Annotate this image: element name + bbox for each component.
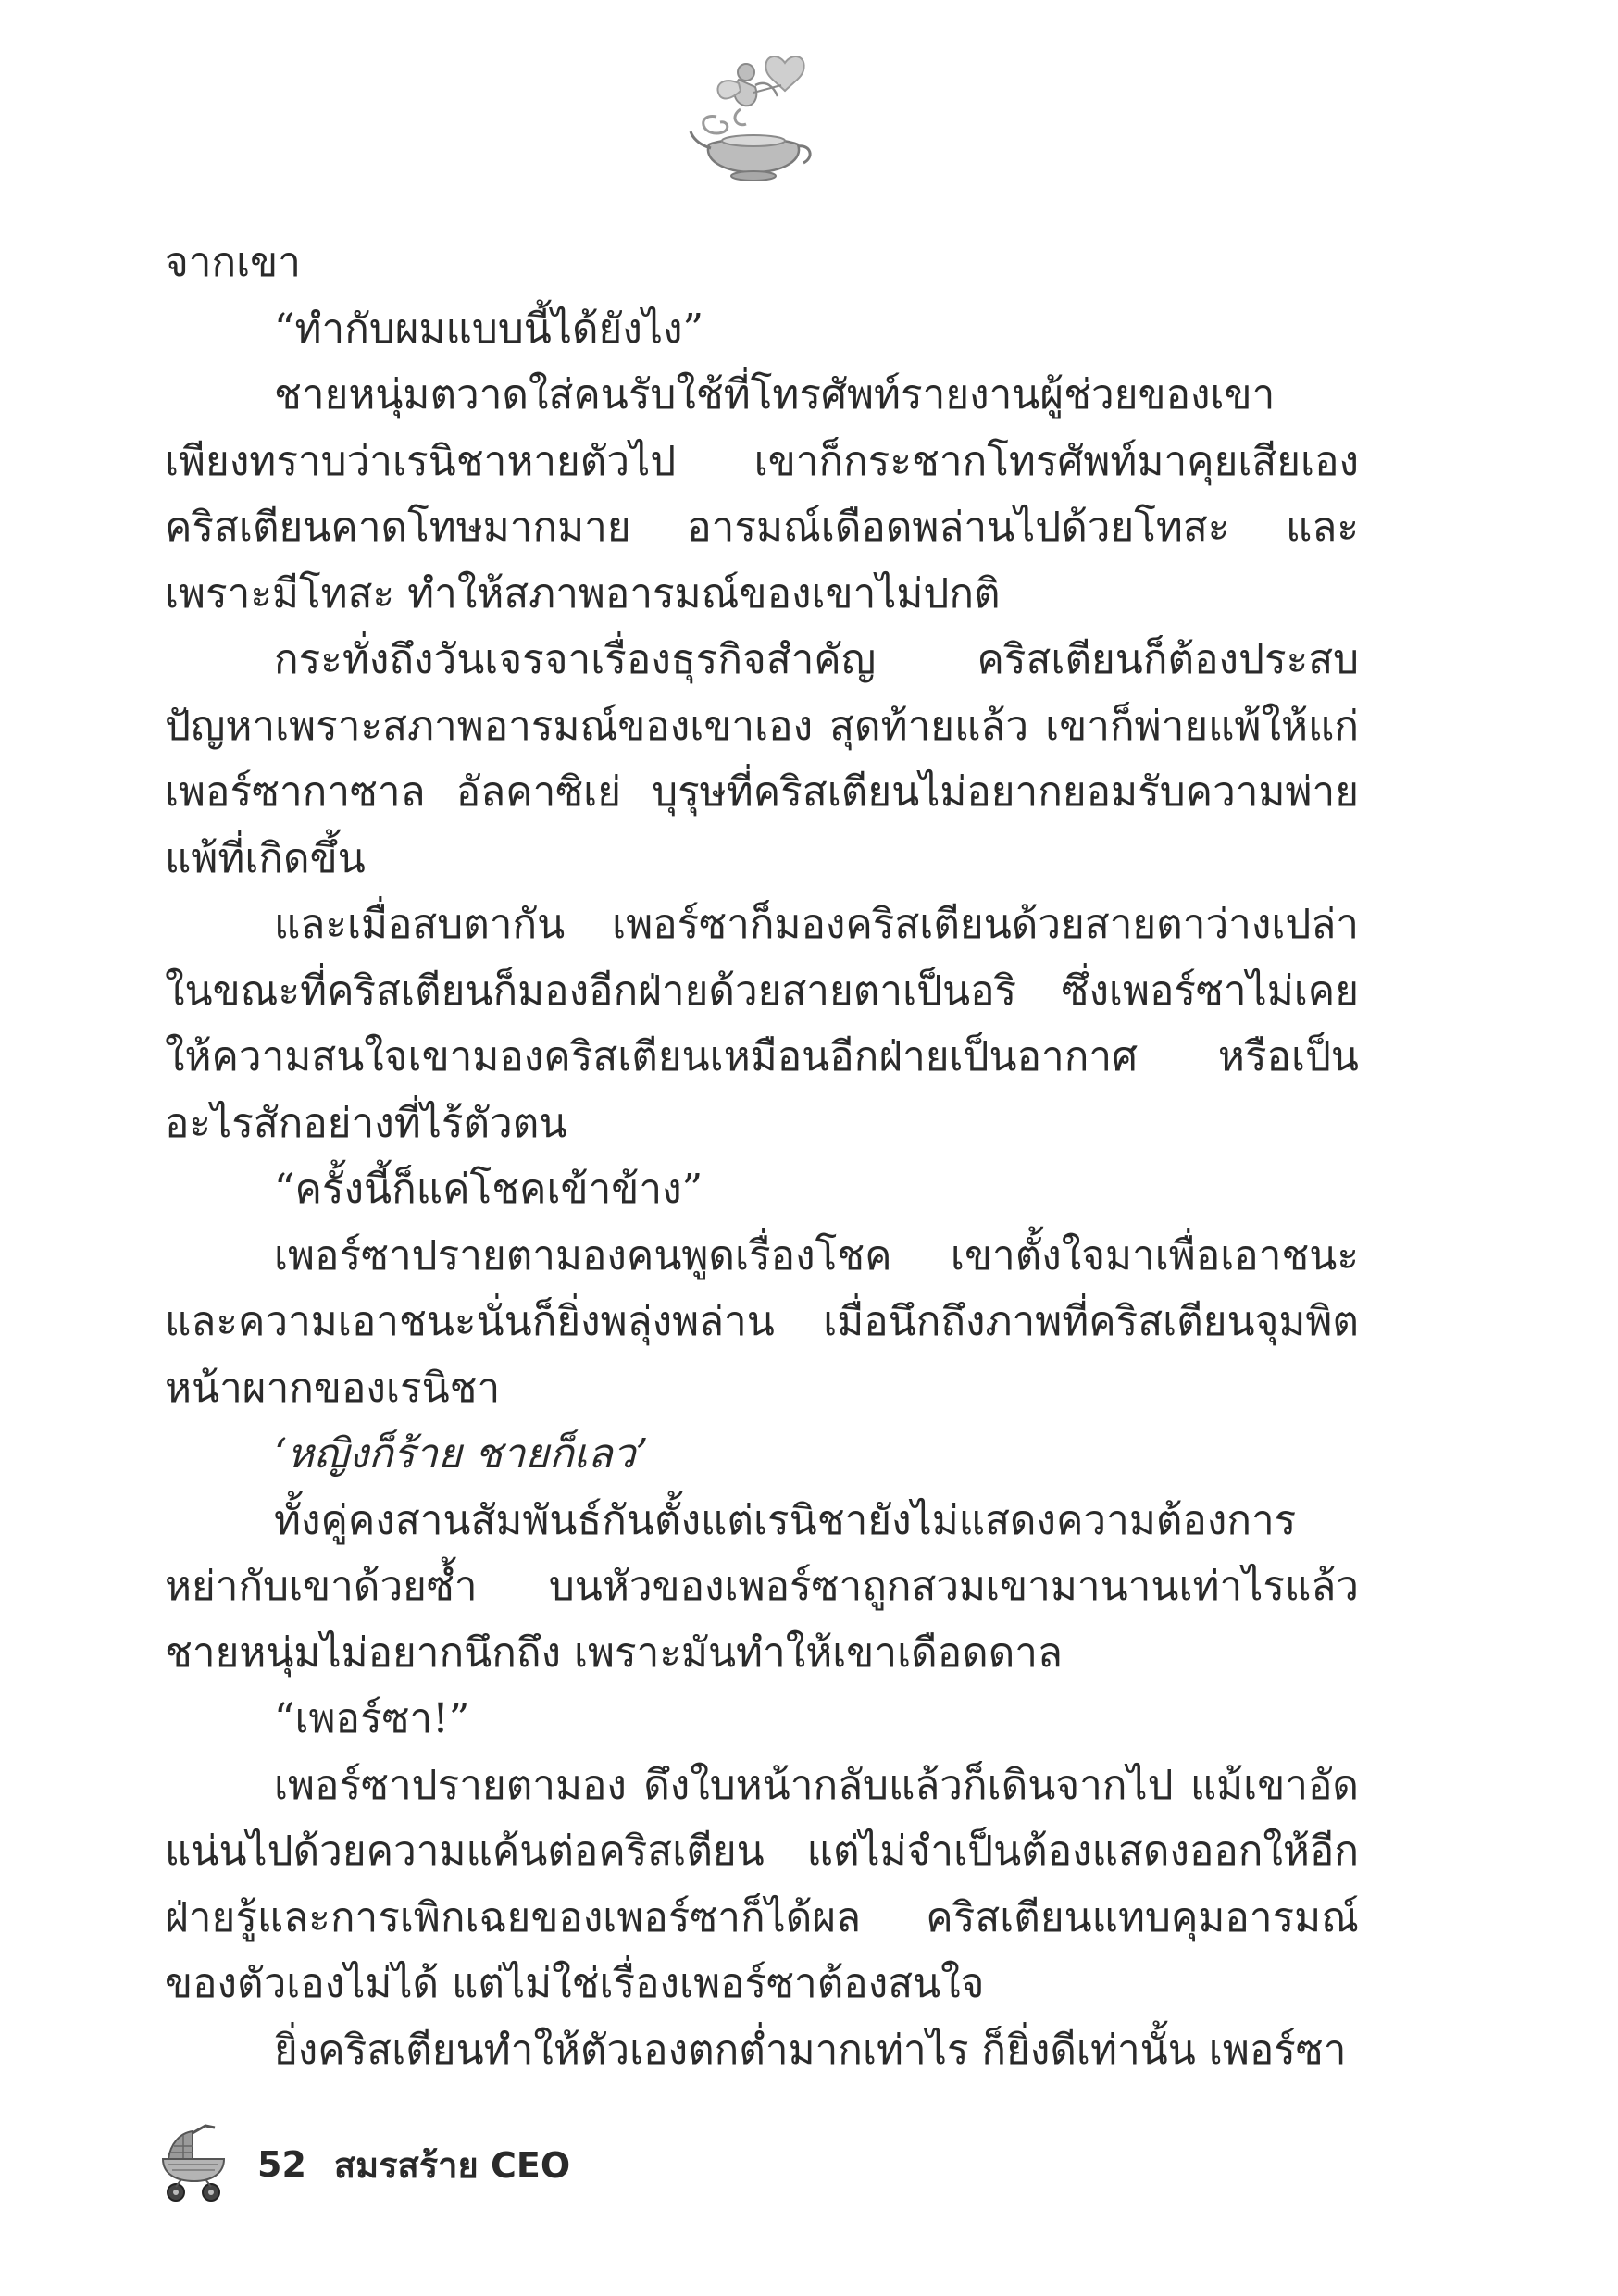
body-text — [165, 230, 1359, 2083]
paragraph: จากเขา — [165, 239, 301, 286]
paragraph: “ครั้งนี้ก็แค่โชคเข้าข้าง” — [274, 1166, 703, 1213]
cupid-teapot-icon — [689, 48, 818, 187]
paragraph: “เพอร์ซา!” — [274, 1695, 470, 1742]
paragraph: ยิ่งคริสเตียนทำให้ตัวเองตกต่ำมากเท่าไร ก็ยิ่งดีเท่านั้น เพอร์ซา — [274, 2026, 1347, 2074]
paragraph: กระทั่งถึงวันเจรจาเรื่องธุรกิจสำคัญ คริสเตียนก็ต้องประสบปัญหาเพราะสภาพอารมณ์ของเขาเอง สุดท้ายแล้ว เขาก็พ่ายแพ้ให้แก่ เพอร์ซากาซาล อัลคาซิเย่ บุรุษที่คริสเตียนไม่อยากยอมรับความพ่ายแพ้ที่เกิดขึ้น — [165, 636, 1359, 882]
paragraph: และเมื่อสบตากัน เพอร์ซาก็มองคริสเตียนด้วยสายตาว่างเปล่า ในขณะที่คริสเตียนก็มองอีกฝ่ายด้วยสายตาเป็นอริ ซึ่งเพอร์ซาไม่เคยให้ความสนใจเขามองคริสเตียนเหมือนอีกฝ่ายเป็นอากาศ หรือเป็นอะไรสักอย่างที่ไร้ตัวตน — [165, 901, 1359, 1147]
paragraph: เพอร์ซาปรายตามองคนพูดเรื่องโชค เขาตั้งใจมาเพื่อเอาชนะ และความเอาชนะนั่นก็ยิ่งพลุ่งพล่าน เมื่อนึกถึงภาพที่คริสเตียนจุมพิตหน้าผากของเรนิชา — [165, 1231, 1359, 1412]
book-title: สมรสร้าย CEO — [333, 2144, 571, 2186]
paragraph: เพอร์ซาปรายตามอง ดึงใบหน้ากลับแล้วก็เดินจากไป แม้เขาอัดแน่นไปด้วยความแค้นต่อคริสเตียน แต่ไม่จำเป็นต้องแสดงออกให้อีกฝ่ายรู้และการเพิกเฉยของเพอร์ซาก็ได้ผล คริสเตียนแทบคุมอารมณ์ของตัวเองไม่ได้ แต่ไม่ใช่เรื่องเพอร์ซาต้องสนใจ — [165, 1761, 1359, 2007]
paragraph: “ทำกับผมแบบนี้ได้ยังไง” — [274, 305, 703, 353]
page-footer — [156, 2120, 570, 2209]
paragraph-italic-quote: ‘หญิงก็ร้าย ชายก็เลว’ — [274, 1430, 649, 1478]
page-number: 52 — [257, 2144, 306, 2185]
paragraph: ชายหนุ่มตวาดใส่คนรับใช้ที่โทรศัพท์รายงานผู้ช่วยของเขา เพียงทราบว่าเรนิชาหายตัวไป เขาก็กระชากโทรศัพท์มาคุยเสียเอง คริสเตียนคาดโทษมากมาย อารมณ์เดือดพล่านไปด้วยโทสะ และเพราะมีโทสะ ทำให้สภาพอารมณ์ของเขาไม่ปกติ — [165, 371, 1359, 618]
baby-stroller-icon — [156, 2122, 231, 2207]
paragraph: ทั้งคู่คงสานสัมพันธ์กันตั้งแต่เรนิชายังไม่แสดงความต้องการหย่ากับเขาด้วยซ้ำ บนหัวของเพอร์ซาถูกสวมเขามานานเท่าไรแล้ว ชายหนุ่มไม่อยากนึกถึง เพราะมันทำให้เขาเดือดดาล — [165, 1496, 1359, 1677]
